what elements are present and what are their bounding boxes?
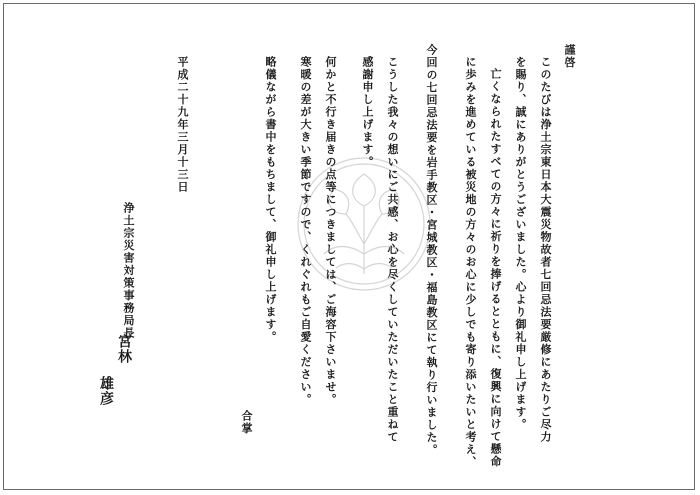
body-line: 何かと不行き届きの点等につきましては、ご海容下さいませ。 [324, 56, 337, 406]
body-line: を賜り、誠にありがとうございました。心より御礼申し上げます。 [514, 56, 527, 431]
body-line: 寒暖の差が大きい季節ですので、くれぐれもご自愛ください。 [299, 56, 312, 406]
body-line: 感謝申し上げます。 [361, 56, 374, 169]
sender-surname: 宮林 [116, 334, 132, 364]
closing-text: 合掌 [240, 410, 253, 435]
body-line: 略儀ながら書中をもちまして、御礼申し上げます。 [264, 56, 277, 344]
body-line: こうした我々の想いにご共感、お心を尽くしていただいたこと重ねて [386, 56, 399, 444]
sender-organization: 浄土宗災害対策事務局長 [122, 202, 135, 340]
letter-sheet [3, 3, 695, 490]
salutation: 謹啓 [563, 44, 576, 69]
body-line: このたびは浄土宗東日本大震災物故者七回忌法要厳修にあたりご尽力 [539, 56, 552, 444]
sender-given-name: 雄彦 [98, 376, 114, 406]
body-line: 亡くなられたすべての方々に祈りを捧げるとともに、復興に向けて懸命 [489, 68, 502, 468]
letter-date: 平成二十九年三月十三日 [176, 56, 189, 194]
body-line: に歩みを進めている被災地の方々のお心に少しでも寄り添いたいと考え、 [464, 56, 477, 469]
body-line: 今回の七回忌法要を岩手教区・宮城教区・福島教区にて執り行いました。 [425, 44, 438, 457]
